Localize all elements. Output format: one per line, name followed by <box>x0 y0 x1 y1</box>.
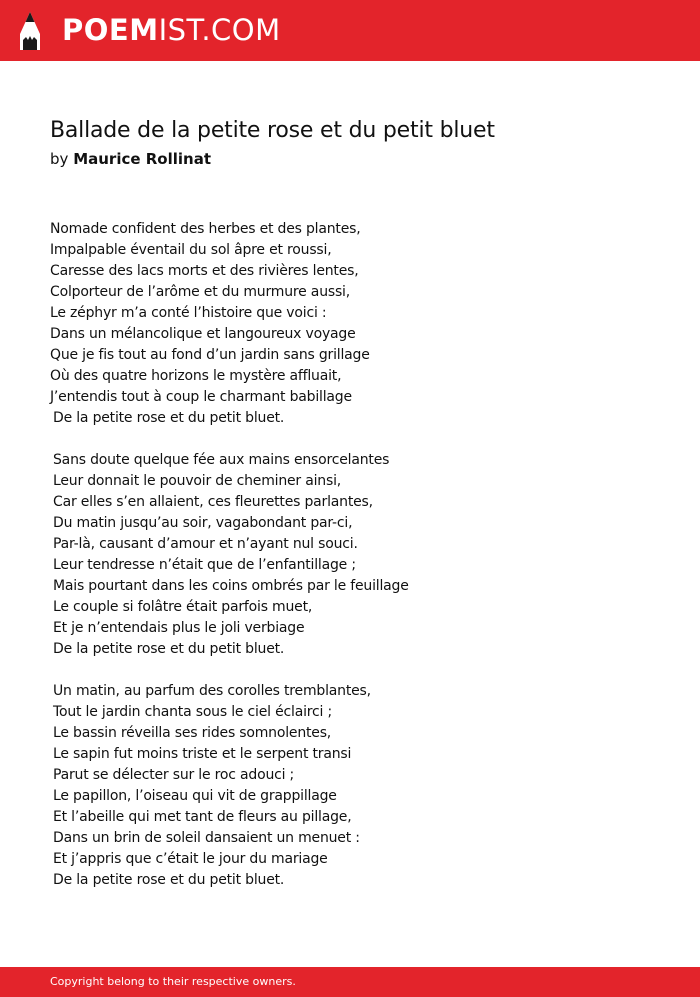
poem-line: De la petite rose et du petit bluet. <box>53 641 285 657</box>
poem-line: Sans doute quelque fée aux mains ensorcelantes <box>53 452 390 468</box>
poem-line: Colporteur de l’arôme et du murmure aussi, <box>50 284 350 300</box>
poem-title: Ballade de la petite rose et du petit bluet <box>50 118 495 143</box>
stanza-1 <box>50 219 670 429</box>
byline-prefix: by <box>50 150 69 168</box>
poem-line: Dans un brin de soleil dansaient un menuet : <box>53 830 360 846</box>
poem-line: Le couple si folâtre était parfois muet, <box>53 599 313 615</box>
poem-line: Impalpable éventail du sol âpre et roussi, <box>50 242 332 258</box>
pencil-logo-icon[interactable] <box>18 10 42 52</box>
poem-line: Le sapin fut moins triste et le serpent transi <box>53 746 352 762</box>
stanza-2 <box>50 450 670 660</box>
author-name: Maurice Rollinat <box>73 150 211 168</box>
poem-line: Le bassin réveilla ses rides somnolentes, <box>53 725 332 741</box>
poem-line: Mais pourtant dans les coins ombrés par le feuillage <box>53 578 409 594</box>
poem-line: Du matin jusqu’au soir, vagabondant par-ci, <box>53 515 353 531</box>
poem-line: Et j’appris que c’était le jour du mariage <box>53 851 328 867</box>
poem-line: Le zéphyr m’a conté l’histoire que voici : <box>50 305 327 321</box>
poem-line: Nomade confident des herbes et des plantes, <box>50 221 361 237</box>
poem-line: Et je n’entendais plus le joli verbiage <box>53 620 305 636</box>
poem-line: Le papillon, l’oiseau qui vit de grappillage <box>53 788 337 804</box>
poem-line: J’entendis tout à coup le charmant babillage <box>50 389 352 405</box>
site-footer <box>0 967 700 997</box>
poem-line: Dans un mélancolique et langoureux voyage <box>50 326 356 342</box>
poem-line: Tout le jardin chanta sous le ciel éclairci ; <box>53 704 332 720</box>
poem-line: Car elles s’en allaient, ces fleurettes parlantes, <box>53 494 373 510</box>
poem-line: Leur donnait le pouvoir de cheminer ainsi, <box>53 473 342 489</box>
poem-line: Que je fis tout au fond d’un jardin sans grillage <box>50 347 370 363</box>
site-header <box>0 0 700 61</box>
poem-line: De la petite rose et du petit bluet. <box>53 410 285 426</box>
byline <box>50 149 211 169</box>
poem-line: Un matin, au parfum des corolles tremblantes, <box>53 683 371 699</box>
poem-line: Parut se délecter sur le roc adouci ; <box>53 767 295 783</box>
logo-light-text: IST.COM <box>158 13 281 47</box>
poem-line: Où des quatre horizons le mystère affluait, <box>50 368 342 384</box>
poem-line: Caresse des lacs morts et des rivières lentes, <box>50 263 359 279</box>
stanza-3 <box>50 681 670 891</box>
site-logo[interactable] <box>62 12 281 48</box>
copyright-notice: Copyright belong to their respective owners. <box>50 975 296 988</box>
poem-line: Leur tendresse n’était que de l’enfantillage ; <box>53 557 356 573</box>
poem-line: Et l’abeille qui met tant de fleurs au pillage, <box>53 809 352 825</box>
poem-line: Par-là, causant d’amour et n’ayant nul souci. <box>53 536 358 552</box>
poem-body <box>50 219 670 912</box>
poem-line: De la petite rose et du petit bluet. <box>53 872 285 888</box>
logo-bold-text: POEM <box>62 13 159 47</box>
